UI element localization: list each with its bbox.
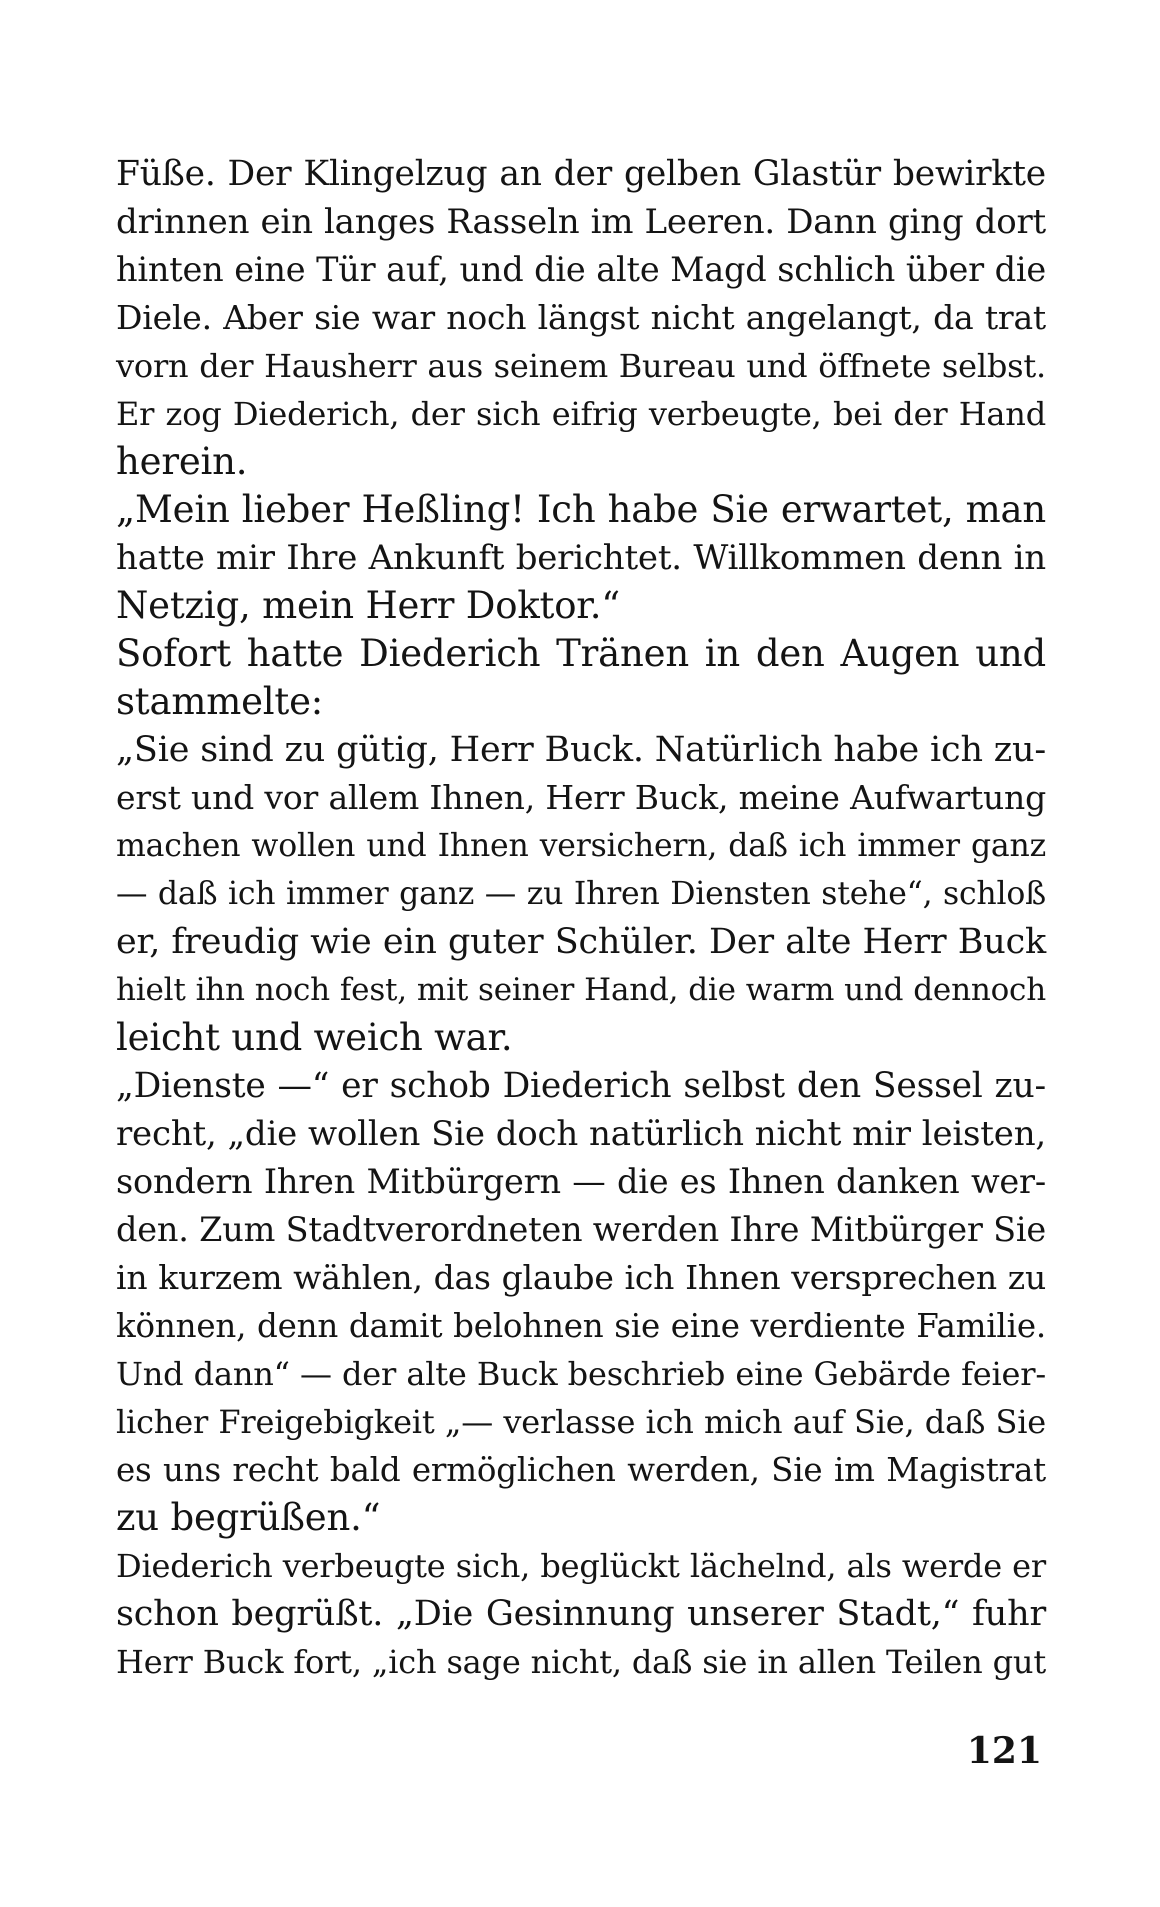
- page-number: 121: [966, 1730, 1042, 1772]
- text-line: — daß ich immer ganz — zu Ihren Diensten stehe“, schloß: [116, 876, 1046, 912]
- text-line: hatte mir Ihre Ankunft berichtet. Willkommen denn in: [116, 538, 1046, 578]
- text-line: zu begrüßen.“: [116, 1496, 381, 1539]
- text-line: herein.: [116, 440, 248, 483]
- text-line: schon begrüßt. „Die Gesinnung unserer Stadt,“ fuhr: [116, 1594, 1046, 1634]
- text-line: in kurzem wählen, das glaube ich Ihnen versprechen zu: [116, 1258, 1046, 1297]
- text-line: stammelte:: [116, 680, 324, 723]
- text-line: Herr Buck fort, „ich sage nicht, daß sie in allen Teilen gut: [116, 1643, 1046, 1681]
- text-line: licher Freigebigkeit „— verlasse ich mich auf Sie, daß Sie: [116, 1403, 1046, 1441]
- text-line: sondern Ihren Mitbürgern — die es Ihnen danken wer-: [116, 1162, 1046, 1201]
- text-line: „Mein lieber Heßling! Ich habe Sie erwartet, man: [116, 488, 1046, 531]
- text-line: Füße. Der Klingelzug an der gelben Glastür bewirkte: [116, 154, 1046, 194]
- text-line: erst und vor allem Ihnen, Herr Buck, meine Aufwartung: [116, 778, 1046, 817]
- text-line: können, denn damit belohnen sie eine verdiente Familie.: [116, 1307, 1046, 1345]
- text-line: Diele. Aber sie war noch längst nicht angelangt, da trat: [116, 298, 1046, 337]
- text-line: Und dann“ — der alte Buck beschrieb eine Gebärde feier-: [116, 1355, 1046, 1393]
- text-line: leicht und weich war.: [116, 1016, 513, 1059]
- text-line: hinten eine Tür auf, und die alte Magd schlich über die: [116, 250, 1046, 289]
- text-line: machen wollen und Ihnen versichern, daß ich immer ganz: [116, 828, 1046, 864]
- body-text: [116, 150, 1046, 1686]
- text-line: recht, „die wollen Sie doch natürlich nicht mir leisten,: [116, 1114, 1046, 1154]
- text-line: „Sie sind zu gütig, Herr Buck. Natürlich habe ich zu-: [116, 730, 1046, 770]
- text-line: „Dienste —“ er schob Diederich selbst den Sessel zu-: [116, 1066, 1046, 1106]
- text-line: es uns recht bald ermöglichen werden, Sie im Magistrat: [116, 1451, 1046, 1489]
- text-line: drinnen ein langes Rasseln im Leeren. Dann ging dort: [116, 202, 1046, 242]
- text-line: Sofort hatte Diederich Tränen in den Augen und: [116, 632, 1046, 675]
- text-line: er, freudig wie ein guter Schüler. Der alte Herr Buck: [116, 922, 1046, 962]
- text-line: Diederich verbeugte sich, beglückt lächelnd, als werde er: [116, 1547, 1046, 1585]
- text-line: Er zog Diederich, der sich eifrig verbeugte, bei der Hand: [116, 395, 1046, 433]
- text-line: Netzig, mein Herr Doktor.“: [116, 584, 620, 627]
- text-line: vorn der Hausherr aus seinem Bureau und öffnete selbst.: [116, 347, 1046, 385]
- text-line: den. Zum Stadtverordneten werden Ihre Mitbürger Sie: [116, 1210, 1047, 1249]
- text-line: hielt ihn noch fest, mit seiner Hand, die warm und dennoch: [116, 972, 1046, 1008]
